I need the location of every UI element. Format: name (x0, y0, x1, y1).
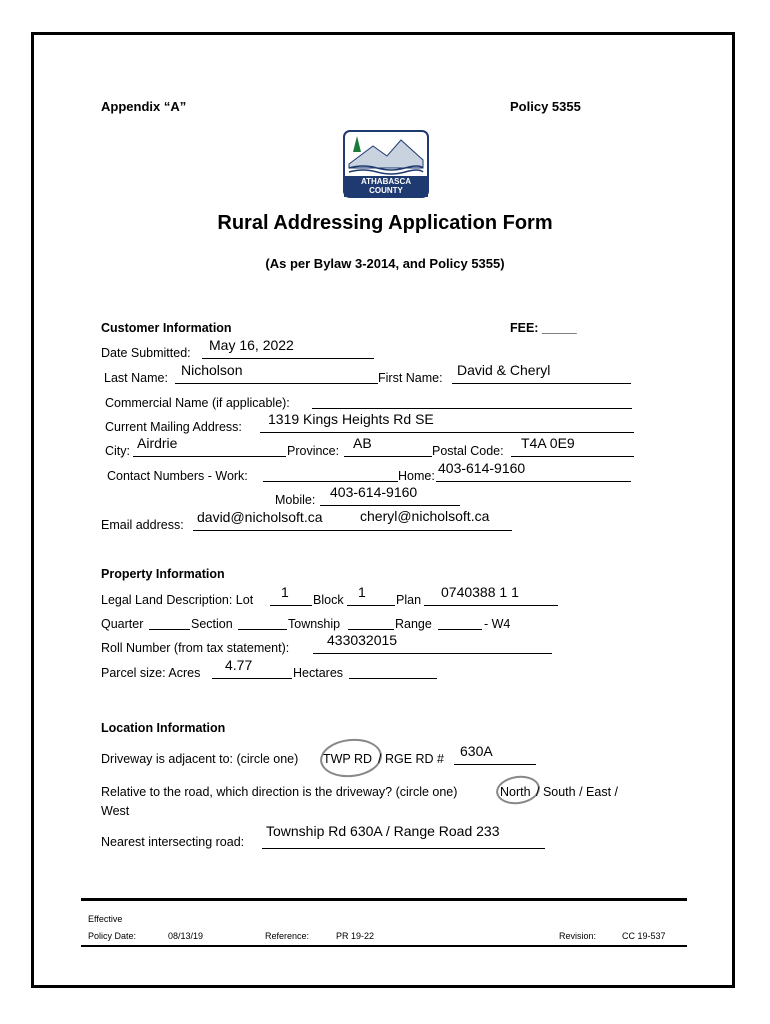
form-subtitle: (As per Bylaw 3-2014, and Policy 5355) (265, 256, 505, 271)
home-value[interactable]: 403-614-9160 (438, 460, 526, 476)
email-value-2[interactable]: cheryl@nicholsoft.ca (360, 508, 490, 524)
first-name-label: First Name: (378, 371, 443, 385)
plan-label: Plan (396, 593, 422, 607)
rge-value[interactable]: 630A (460, 743, 493, 759)
mobile-line (320, 505, 460, 506)
section-label: Section (191, 617, 233, 631)
quarter-line[interactable] (149, 629, 190, 630)
logo-text-line2: COUNTY (369, 186, 403, 195)
roll-value[interactable]: 433032015 (327, 632, 398, 648)
rge-line (454, 764, 536, 765)
home-label: Home: (398, 469, 435, 483)
nearest-line (262, 848, 545, 849)
lot-value[interactable]: 1 (281, 584, 289, 600)
revision-label: Revision: (559, 931, 597, 941)
appendix-label: Appendix “A” (101, 99, 187, 114)
work-label: Contact Numbers - Work: (107, 469, 248, 483)
postal-line (511, 456, 634, 457)
first-name-line (452, 383, 631, 384)
city-value[interactable]: Airdrie (137, 435, 178, 451)
range-label: Range (395, 617, 432, 631)
parcel-label: Parcel size: Acres (101, 666, 201, 680)
postal-value[interactable]: T4A 0E9 (521, 435, 575, 451)
footer-bottom-rule (81, 945, 687, 947)
last-name-value[interactable]: Nicholson (181, 362, 243, 378)
first-name-value[interactable]: David & Cheryl (457, 362, 551, 378)
date-label: Date Submitted: (101, 346, 191, 360)
block-value[interactable]: 1 (358, 584, 366, 600)
roll-line (313, 653, 552, 654)
township-line[interactable] (348, 629, 394, 630)
mailing-value[interactable]: 1319 Kings Heights Rd SE (268, 411, 434, 427)
email-label: Email address: (101, 518, 184, 532)
city-line (133, 456, 286, 457)
quarter-label: Quarter (101, 617, 144, 631)
reference-label: Reference: (265, 931, 310, 941)
mailing-line (260, 432, 634, 433)
commercial-line[interactable] (312, 408, 632, 409)
township-label: Township (288, 617, 341, 631)
direction-label: Relative to the road, which direction is the driveway? (circle one) (101, 785, 458, 799)
effective-label: Effective (88, 914, 123, 924)
driveway-label: Driveway is adjacent to: (circle one) (101, 752, 299, 766)
block-label: Block (313, 593, 344, 607)
rge-label: / RGE RD # (378, 752, 444, 766)
form-title: Rural Addressing Application Form (217, 212, 553, 234)
logo-text-line1: ATHABASCA (360, 177, 412, 186)
legal-label: Legal Land Description: Lot (101, 593, 254, 607)
section-line[interactable] (238, 629, 287, 630)
plan-line (424, 605, 558, 606)
athabasca-county-logo (343, 130, 429, 198)
policy-label: Policy 5355 (510, 99, 581, 114)
property-heading: Property Information (101, 567, 225, 581)
location-heading: Location Information (101, 721, 226, 735)
province-value[interactable]: AB (353, 435, 372, 451)
email-value-1[interactable]: david@nicholsoft.ca (197, 509, 323, 525)
email-line (193, 530, 512, 531)
date-line (202, 358, 374, 359)
date-value[interactable]: May 16, 2022 (209, 337, 294, 353)
mobile-value[interactable]: 403-614-9160 (330, 484, 418, 500)
nearest-value[interactable]: Township Rd 630A / Range Road 233 (266, 823, 500, 839)
postal-label: Postal Code: (432, 444, 504, 458)
home-line (436, 481, 631, 482)
policy-date-value: 08/13/19 (168, 931, 204, 941)
province-line (344, 456, 432, 457)
commercial-label: Commercial Name (if applicable): (105, 396, 290, 410)
twp-rd-option[interactable]: TWP RD (323, 752, 373, 766)
province-label: Province: (287, 444, 340, 458)
fee-label: FEE: _____ (510, 321, 577, 335)
acres-value[interactable]: 4.77 (225, 657, 253, 673)
reference-value: PR 19-22 (336, 931, 375, 941)
city-label: City: (105, 444, 130, 458)
w4-label: - W4 (484, 617, 511, 631)
plan-value[interactable]: 0740388 1 1 (441, 584, 519, 600)
direction-rest: / South / East / (536, 785, 618, 799)
hectares-line[interactable] (349, 678, 437, 679)
nearest-label: Nearest intersecting road: (101, 835, 245, 849)
block-line (347, 605, 395, 606)
policy-date-label: Policy Date: (88, 931, 137, 941)
mailing-label: Current Mailing Address: (105, 420, 242, 434)
revision-value: CC 19-537 (622, 931, 666, 941)
lot-line (270, 605, 312, 606)
mobile-label: Mobile: (275, 493, 316, 507)
north-option[interactable]: North (500, 785, 531, 799)
hectares-label: Hectares (293, 666, 344, 680)
last-name-label: Last Name: (104, 371, 168, 385)
last-name-line (175, 383, 378, 384)
roll-label: Roll Number (from tax statement): (101, 641, 290, 655)
work-line[interactable] (263, 481, 398, 482)
range-line[interactable] (438, 629, 482, 630)
customer-heading: Customer Information (101, 321, 232, 335)
acres-line (212, 678, 292, 679)
footer-top-rule (81, 898, 687, 901)
west-label: West (101, 804, 130, 818)
